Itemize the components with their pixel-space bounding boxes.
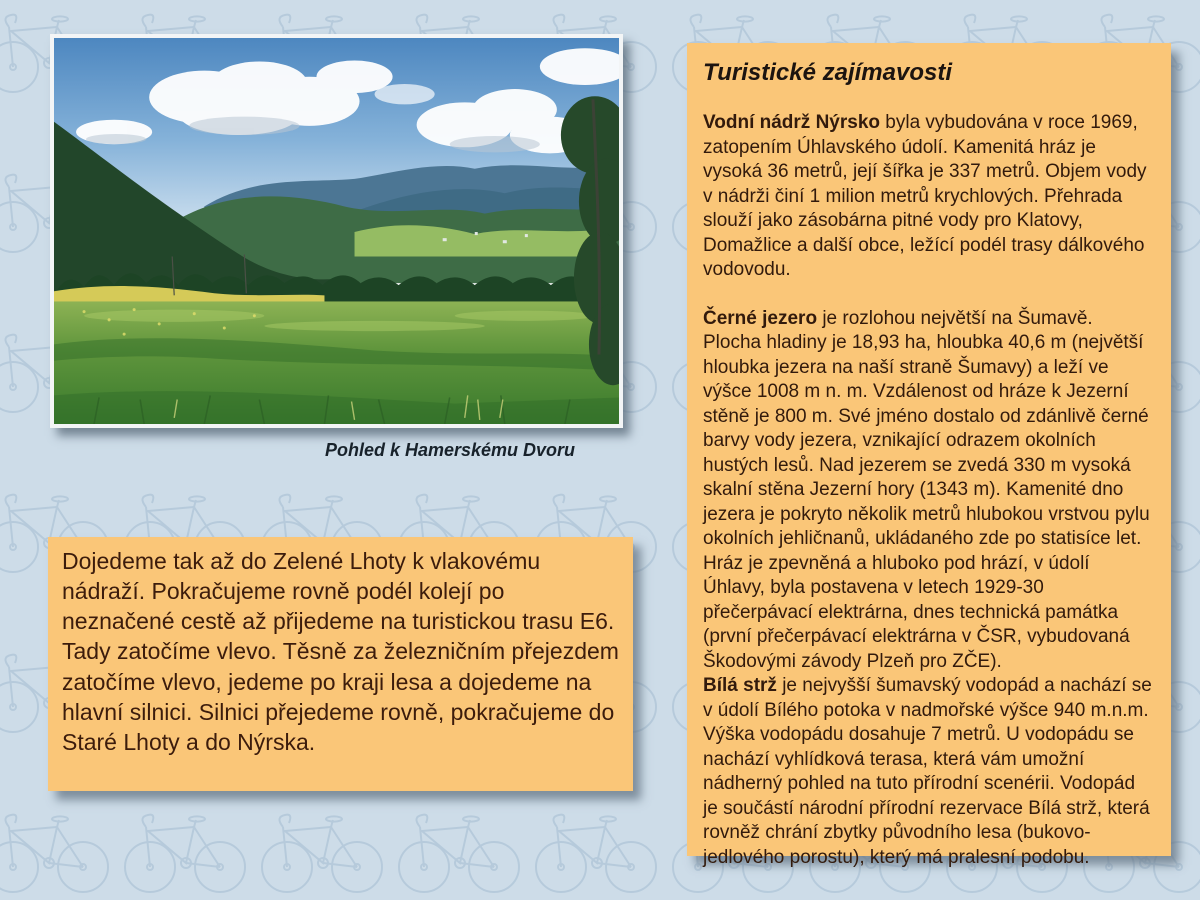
bicycle-icon (394, 805, 524, 897)
bicycle-icon (257, 805, 387, 897)
paragraph-text: Hráz je zpevněná a hluboko pod hrází, v údolí Úhlavy, byla postavena v letech 1929-30 přečerpávací elektrárna, dnes technická památka (první přečerpávací elektrárna v ČSR, vybudovaná Škodovými závody Plzeň pro ZČE). (703, 552, 1130, 672)
paragraph-text: je nejvyšší šumavský vodopád a nachází se v údolí Bílého potoka v nadmořské výšce 940 m.n.m. Výška vodopádu dosahuje 7 metrů. U vodopádu se nachází vyhlídková terasa, která vám umožní nádherný pohled na tuto přírodní scenérii. Vodopád je součástí národní přírodní rezervace Bílá strž, která rovněž chrání zbytky původního lesa (bukovo-jedlového porostu), který má pralesní podobu. (703, 675, 1152, 868)
paragraph-bila-strz (703, 674, 1155, 870)
paragraph-lead: Bílá strž (703, 675, 777, 696)
bicycle-icon (531, 805, 661, 897)
paragraph-lead: Vodní nádrž Nýrsko (703, 112, 881, 133)
bicycle-icon (0, 805, 113, 897)
tourist-info-panel (687, 43, 1171, 868)
route-description-box (48, 537, 633, 791)
bicycle-icon (120, 805, 250, 897)
paragraph-cerne-jezero (703, 307, 1155, 552)
route-description-text: Dojedeme tak až do Zelené Lhoty k vlakovému nádraží. Pokračujeme rovně podél kolejí po neznačené cestě až přijedeme na turistickou trasu E6. Tady zatočíme vlevo. Těsně za železničním přejezdem zatočíme vlevo, jedeme po kraji lesa a dojedeme na hlavní silnici. Silnici přejedeme rovně, pokračujeme do Staré Lhoty a do Nýrska. (62, 548, 619, 755)
photo-caption: Pohled k Hamerskému Dvoru (324, 440, 576, 460)
panel-title: Turistické zajímavosti (703, 59, 952, 86)
paragraph-vodni-nadrz (703, 111, 1155, 283)
paragraph-text: je rozlohou největší na Šumavě. Plocha hladiny je 18,93 ha, hloubka 40,6 m (největší hloubka jezera na naší straně Šumavy) a leží ve výšce 1008 m n. m. Vzdálenost od hráze k Jezerní stěně je 800 m. Své jméno dostalo od zdánlivě černé barvy vody jezera, vznikající odrazem okolních hustých lesů. Nad jezerem se zvedá 330 m vysoká skalní stěna Jezerní hory (1343 m). Kamenité dno jezera je pokryto několik metrů hlubokou vrstvou pylu okolních jehličnanů, ukládaného zde po statisíce let. (703, 307, 1150, 549)
landscape-photo (50, 34, 623, 428)
paragraph-hraz (703, 552, 1155, 675)
paragraph-lead: Černé jezero (703, 307, 818, 329)
paragraph-text: byla vybudována v roce 1969, zatopením Úhlavského údolí. Kamenitá hráz je vysoká 36 metrů, její šířka je 337 metrů. Objem vody v nádrži činí 1 milion metrů krychlových. Přehrada slouží jako zásobárna pitné vody pro Klatovy, Domažlice a další obce, ležící podél trasy dálkového vodovodu. (703, 112, 1147, 280)
landscape-photo-image (54, 38, 619, 424)
